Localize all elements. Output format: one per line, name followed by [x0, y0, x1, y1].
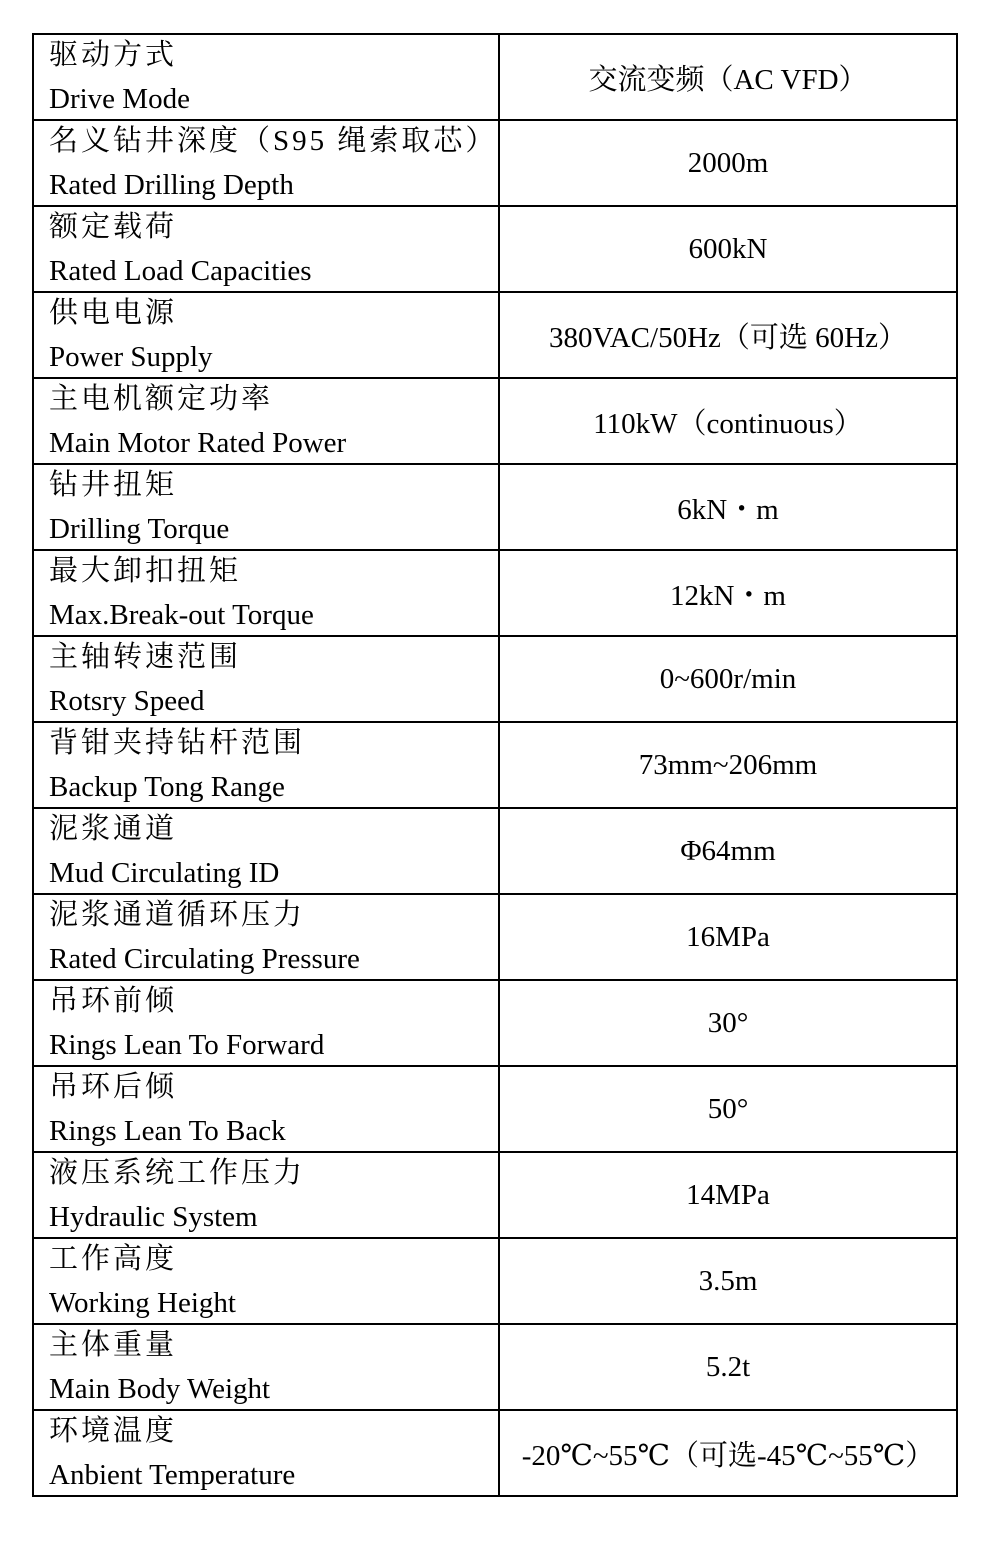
- param-cell: [33, 636, 499, 722]
- param-cell: [33, 464, 499, 550]
- param-value: 73mm~206mm: [499, 722, 957, 808]
- param-name-en: Rings Lean To Forward: [49, 1029, 325, 1061]
- table-row: [33, 550, 957, 636]
- param-value: 12kN・m: [499, 550, 957, 636]
- param-name-zh: 环境温度: [49, 1415, 178, 1447]
- param-name-zh: 液压系统工作压力: [49, 1157, 306, 1189]
- param-name-zh: 主电机额定功率: [49, 383, 274, 415]
- param-name-zh: 吊环前倾: [49, 985, 178, 1017]
- param-cell: [33, 378, 499, 464]
- param-name-en: Main Motor Rated Power: [49, 427, 347, 459]
- param-value: 16MPa: [499, 894, 957, 980]
- param-name-en: Rings Lean To Back: [49, 1115, 286, 1147]
- param-name-zh: 最大卸扣扭矩: [49, 555, 242, 587]
- param-name-en: Rated Drilling Depth: [49, 169, 294, 201]
- table-row: [33, 980, 957, 1066]
- param-cell: [33, 1410, 499, 1496]
- param-value: 30°: [499, 980, 957, 1066]
- param-cell: [33, 980, 499, 1066]
- param-cell: [33, 34, 499, 120]
- param-value: 110kW（continuous）: [499, 378, 957, 464]
- param-value: 380VAC/50Hz（可选 60Hz）: [499, 292, 957, 378]
- table-row: [33, 722, 957, 808]
- param-value: 3.5m: [499, 1238, 957, 1324]
- param-name-zh: 钻井扭矩: [49, 469, 178, 501]
- param-name-en: Mud Circulating ID: [49, 857, 280, 889]
- param-cell: [33, 1324, 499, 1410]
- param-name-en: Rotsry Speed: [49, 685, 205, 717]
- param-name-en: Anbient Temperature: [49, 1459, 296, 1491]
- param-name-zh: 供电电源: [49, 297, 178, 329]
- table-row: [33, 894, 957, 980]
- param-cell: [33, 1152, 499, 1238]
- param-cell: [33, 550, 499, 636]
- param-name-zh: 额定载荷: [49, 211, 178, 243]
- param-value: 2000m: [499, 120, 957, 206]
- param-name-zh: 主体重量: [49, 1329, 178, 1361]
- table-row: [33, 808, 957, 894]
- param-name-en: Max.Break-out Torque: [49, 599, 314, 631]
- param-name-zh: 工作高度: [49, 1243, 178, 1275]
- spec-table: [32, 33, 958, 1497]
- param-value: 0~600r/min: [499, 636, 957, 722]
- param-name-en: Drive Mode: [49, 83, 190, 115]
- param-name-en: Working Height: [49, 1287, 236, 1319]
- param-name-en: Power Supply: [49, 341, 213, 373]
- table-row: [33, 1238, 957, 1324]
- table-row: [33, 1324, 957, 1410]
- table-row: [33, 1152, 957, 1238]
- param-name-en: Rated Load Capacities: [49, 255, 312, 287]
- param-value: 14MPa: [499, 1152, 957, 1238]
- table-row: [33, 120, 957, 206]
- param-value: -20℃~55℃（可选-45℃~55℃）: [499, 1410, 957, 1496]
- table-row: [33, 292, 957, 378]
- param-name-zh: 泥浆通道: [49, 813, 178, 845]
- param-value: 600kN: [499, 206, 957, 292]
- param-name-zh: 背钳夹持钻杆范围: [49, 727, 306, 759]
- param-cell: [33, 808, 499, 894]
- spec-table-body: [33, 34, 957, 1496]
- param-name-zh: 名义钻井深度（S95 绳索取芯）: [49, 125, 498, 157]
- param-cell: [33, 1238, 499, 1324]
- table-row: [33, 1410, 957, 1496]
- param-value: 交流变频（AC VFD）: [499, 34, 957, 120]
- param-value: 6kN・m: [499, 464, 957, 550]
- param-name-en: Main Body Weight: [49, 1373, 271, 1405]
- param-name-zh: 吊环后倾: [49, 1071, 178, 1103]
- table-row: [33, 206, 957, 292]
- param-name-zh: 泥浆通道循环压力: [49, 899, 306, 931]
- param-value: 5.2t: [499, 1324, 957, 1410]
- table-row: [33, 636, 957, 722]
- table-row: [33, 34, 957, 120]
- param-cell: [33, 1066, 499, 1152]
- param-value: 50°: [499, 1066, 957, 1152]
- param-value: Φ64mm: [499, 808, 957, 894]
- param-cell: [33, 292, 499, 378]
- table-row: [33, 1066, 957, 1152]
- param-name-en: Rated Circulating Pressure: [49, 943, 360, 975]
- param-name-en: Hydraulic System: [49, 1201, 258, 1233]
- param-name-en: Backup Tong Range: [49, 771, 285, 803]
- param-name-zh: 驱动方式: [49, 39, 178, 71]
- param-cell: [33, 722, 499, 808]
- param-name-zh: 主轴转速范围: [49, 641, 242, 673]
- param-cell: [33, 894, 499, 980]
- param-cell: [33, 206, 499, 292]
- table-row: [33, 378, 957, 464]
- table-row: [33, 464, 957, 550]
- param-cell: [33, 120, 499, 206]
- param-name-en: Drilling Torque: [49, 513, 230, 545]
